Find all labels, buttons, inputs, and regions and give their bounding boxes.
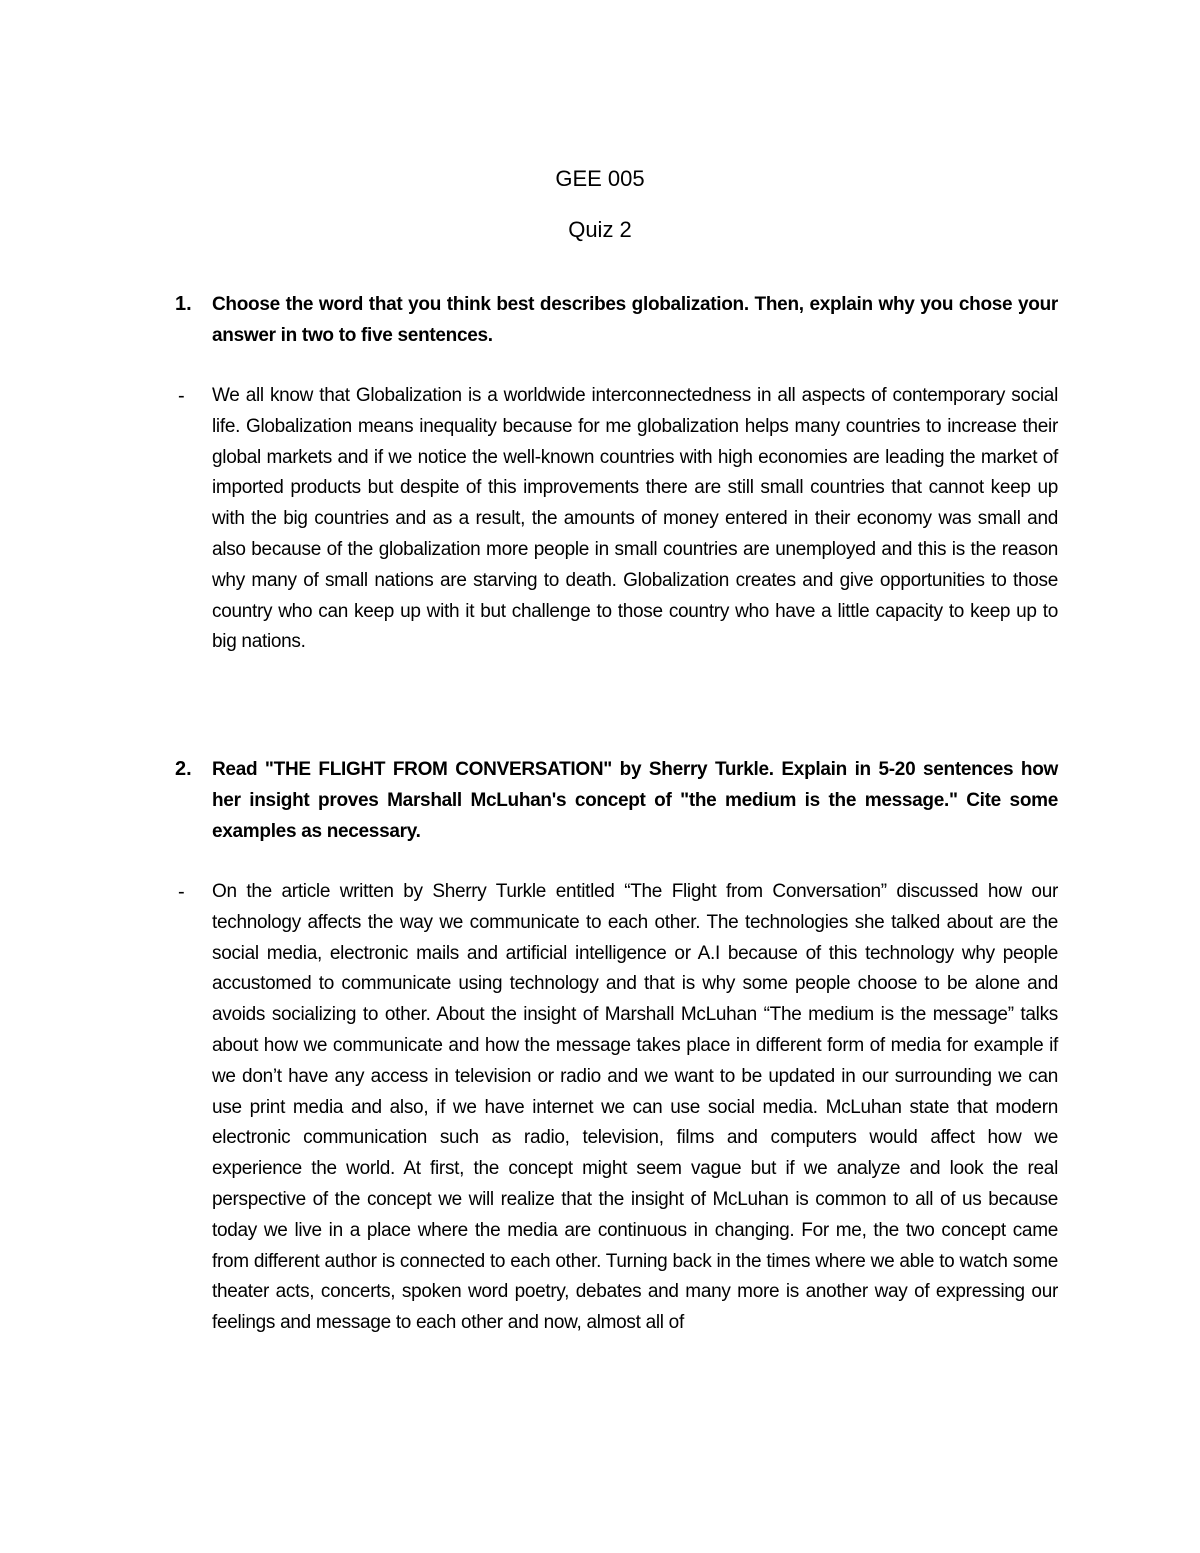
course-title: GEE 005 bbox=[555, 166, 645, 191]
answer-2-text: On the article written by Sherry Turkle entitled “The Flight from Conversation” discussed how our technology affects the way we communicate to each other. The technologies she talked about are the social media, electronic mails and artificial intelligence or A.I because of this technology why people accustomed to communicate using technology and that is why some people choose to be alone and avoids socializing to other. About the insight of Marshall McLuhan “The medium is the message” talks about how we communicate and how the message takes place in different form of media for example if we don’t have any access in television or radio and we want to be updated in our surrounding we can use print media and also, if we have internet we can use social media. McLuhan state that modern electronic communication such as radio, television, films and computers would affect how we experience the world. At first, the concept might seem vague but if we analyze and look the real perspective of the concept we will realize that the insight of McLuhan is common to all of us because today we live in a place where the media are continuous in changing. For me, the two concept came from different author is connected to each other. Turning back in the times where we able to watch some theater acts, concerts, spoken word poetry, debates and many more is another way of expressing our feelings and message to each other and now, almost all of bbox=[212, 881, 1058, 1334]
answer-1-text: We all know that Globalization is a worldwide interconnectedness in all aspects of contemporary social life. Globalization means inequality because for me globalization helps many countries to increase their global markets and if we notice the well-known countries with high economies are leading the market of imported products but despite of this improvements there are still small countries that cannot keep up with the big countries and as a result, the amounts of money entered in their economy was small and also because of the globalization more people in small countries are unemployed and this is the reason why many of small nations are starving to death. Globalization creates and give opportunities to those country who can keep up with it but challenge to those country who have a little capacity to keep up to big nations. bbox=[212, 385, 1058, 653]
question-2-prompt: Read "THE FLIGHT FROM CONVERSATION" by Sherry Turkle. Explain in 5-20 sentences how her insight proves Marshall McLuhan's concept of "the medium is the message." Cite some examples as necessary. bbox=[212, 759, 1058, 842]
question-2-number: 2. bbox=[175, 758, 192, 780]
answer-1-bullet: - bbox=[178, 385, 185, 407]
question-1-prompt: Choose the word that you think best describes globalization. Then, explain why you chose your answer in two to five sentences. bbox=[212, 294, 1058, 346]
question-1-number: 1. bbox=[175, 293, 192, 315]
answer-2-bullet: - bbox=[178, 881, 185, 903]
quiz-title: Quiz 2 bbox=[568, 217, 632, 242]
